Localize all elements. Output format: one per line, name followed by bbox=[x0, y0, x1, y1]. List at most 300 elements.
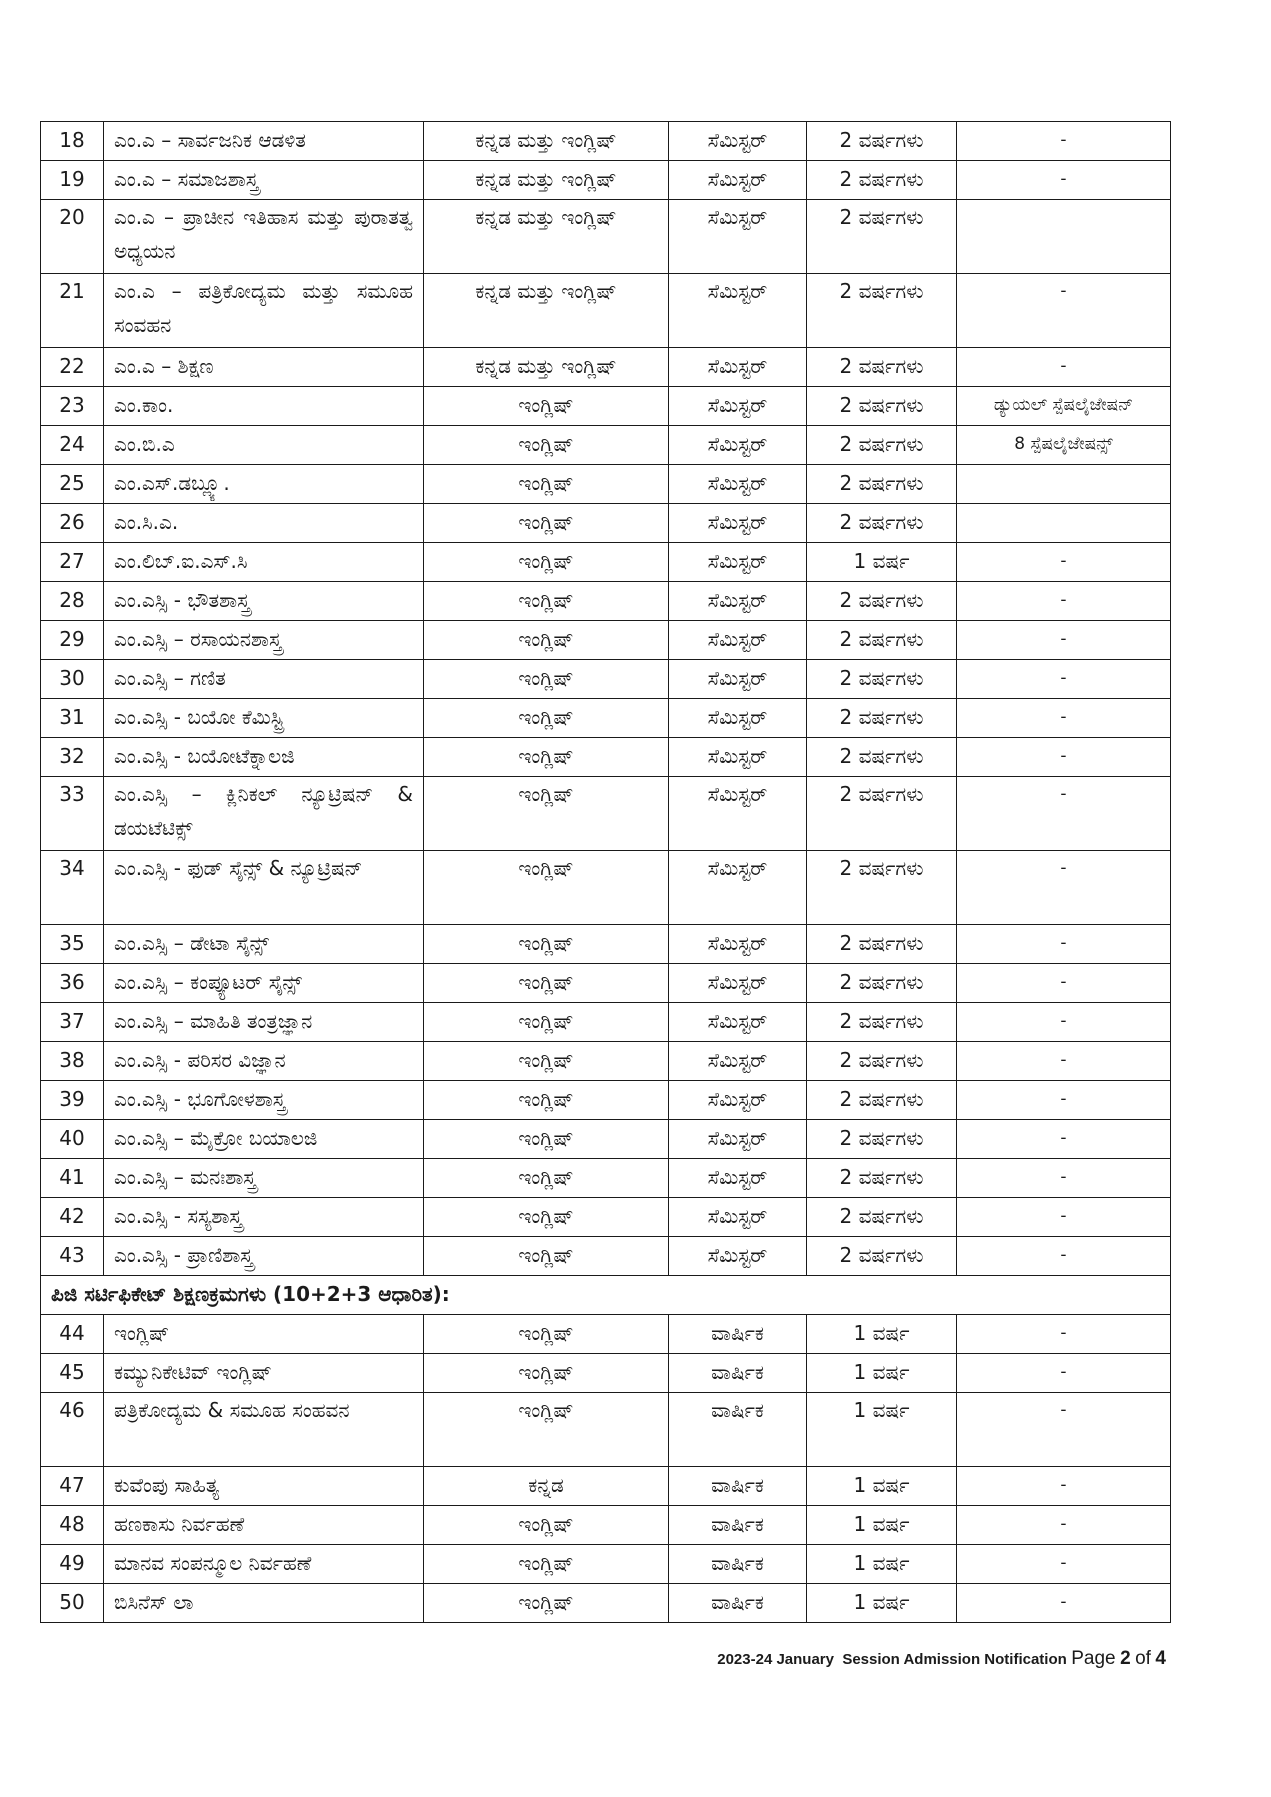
row-number bbox=[41, 161, 104, 200]
row-number-text: 43 bbox=[59, 1243, 85, 1267]
mode-cell-text: ಸೆಮಿಸ್ಟರ್ bbox=[707, 782, 768, 806]
row-number-text: 20 bbox=[59, 205, 85, 229]
program-name-text: ಎಂ.ಎಸ್ಸಿ – ಮಾಹಿತಿ ತಂತ್ರಜ್ಞಾನ bbox=[114, 1009, 313, 1033]
remarks-cell-text: - bbox=[1060, 1323, 1067, 1343]
duration-cell-text: 2 ವರ್ಷಗಳು bbox=[839, 856, 924, 880]
duration-cell-text: 2 ವರ್ಷಗಳು bbox=[839, 205, 924, 229]
mode-cell-text: ಸೆಮಿಸ್ಟರ್ bbox=[707, 666, 768, 690]
duration-cell bbox=[807, 925, 957, 964]
medium-cell bbox=[424, 738, 669, 777]
row-number-text: 36 bbox=[59, 970, 85, 994]
program-name bbox=[104, 621, 424, 660]
remarks-cell-text: - bbox=[1060, 1514, 1067, 1534]
duration-cell bbox=[807, 1393, 957, 1467]
programs-table-body bbox=[41, 122, 1171, 1623]
program-name bbox=[104, 200, 424, 274]
remarks-cell-text: - bbox=[1060, 1592, 1067, 1612]
program-name-text: ಎಂ.ಎಸ್ಸಿ - ಪರಿಸರ ವಿಜ್ಞಾನ bbox=[114, 1048, 286, 1072]
mode-cell-text: ಸೆಮಿಸ್ಟರ್ bbox=[707, 970, 768, 994]
mode-cell-text: ಸೆಮಿಸ್ಟರ್ bbox=[707, 1204, 768, 1228]
row-number bbox=[41, 504, 104, 543]
remarks-cell bbox=[957, 699, 1171, 738]
mode-cell bbox=[669, 1120, 807, 1159]
row-number-text: 35 bbox=[59, 931, 85, 955]
medium-cell bbox=[424, 1003, 669, 1042]
program-name bbox=[104, 161, 424, 200]
program-name-text: ಎಂ.ಎಸ್ಸಿ – ಡೇಟಾ ಸೈನ್ಸ್ bbox=[114, 931, 269, 955]
mode-cell-text: ಸೆಮಿಸ್ಟರ್ bbox=[707, 705, 768, 729]
row-number bbox=[41, 1198, 104, 1237]
remarks-cell-text: - bbox=[1060, 858, 1067, 878]
medium-cell bbox=[424, 1506, 669, 1545]
remarks-cell bbox=[957, 1506, 1171, 1545]
program-name-text: ಎಂ.ಎಸ್ಸಿ – ಮೈಕ್ರೋ ಬಯಾಲಜಿ bbox=[114, 1126, 318, 1150]
program-name bbox=[104, 777, 424, 851]
remarks-cell bbox=[957, 161, 1171, 200]
row-number-text: 33 bbox=[59, 782, 85, 806]
remarks-cell bbox=[957, 200, 1171, 274]
programs-table bbox=[40, 121, 1171, 1623]
duration-cell bbox=[807, 582, 957, 621]
mode-cell bbox=[669, 964, 807, 1003]
remarks-cell-text bbox=[957, 504, 1170, 540]
program-name-text: ಮಾನವ ಸಂಪನ್ಮೂಲ ನಿರ್ವಹಣೆ bbox=[114, 1551, 312, 1575]
program-name-text: ಎಂ.ಎ – ಸಮಾಜಶಾಸ್ತ್ರ bbox=[114, 167, 259, 191]
program-name-text: ಎಂ.ಎಸ್ಸಿ – ಗಣಿತ bbox=[114, 666, 226, 690]
program-name-text: ಎಂ.ಎಸ್.ಡಬ್ಲ್ಯೂ. bbox=[114, 471, 230, 495]
row-number-text: 19 bbox=[59, 167, 85, 191]
program-name bbox=[104, 1315, 424, 1354]
mode-cell-text: ವಾರ್ಷಿಕ bbox=[711, 1590, 764, 1614]
medium-cell bbox=[424, 200, 669, 274]
duration-cell bbox=[807, 122, 957, 161]
program-name bbox=[104, 543, 424, 582]
medium-cell-text: ಇಂಗ್ಲಿಷ್ bbox=[518, 549, 574, 573]
duration-cell-text: 2 ವರ್ಷಗಳು bbox=[839, 1087, 924, 1111]
row-number-text: 48 bbox=[59, 1512, 85, 1536]
remarks-cell bbox=[957, 426, 1171, 465]
duration-cell-text: 1 ವರ್ಷ bbox=[853, 549, 910, 573]
row-number bbox=[41, 964, 104, 1003]
medium-cell bbox=[424, 274, 669, 348]
remarks-cell bbox=[957, 274, 1171, 348]
mode-cell bbox=[669, 1506, 807, 1545]
medium-cell bbox=[424, 699, 669, 738]
page-total: 4 bbox=[1155, 1648, 1166, 1669]
duration-cell bbox=[807, 1545, 957, 1584]
medium-cell-text: ಇಂಗ್ಲಿಷ್ bbox=[518, 1048, 574, 1072]
duration-cell bbox=[807, 200, 957, 274]
section-heading-text: ಪಿಜಿ ಸರ್ಟಿಫಿಕೇಟ್ ಶಿಕ್ಷಣಕ್ರಮಗಳು (10+2+3 ಆಧಾರಿತ): bbox=[51, 1282, 450, 1306]
program-name bbox=[104, 660, 424, 699]
medium-cell-text: ಕನ್ನಡ ಮತ್ತು ಇಂಗ್ಲಿಷ್ bbox=[475, 354, 617, 378]
mode-cell-text: ಸೆಮಿಸ್ಟರ್ bbox=[707, 354, 768, 378]
remarks-cell bbox=[957, 1159, 1171, 1198]
mode-cell-text: ಸೆಮಿಸ್ಟರ್ bbox=[707, 1243, 768, 1267]
duration-cell bbox=[807, 621, 957, 660]
duration-cell bbox=[807, 1120, 957, 1159]
program-name bbox=[104, 426, 424, 465]
duration-cell-text: 2 ವರ್ಷಗಳು bbox=[839, 782, 924, 806]
program-name-text: ಎಂ.ಎಸ್ಸಿ - ಭೂಗೋಳಶಾಸ್ತ್ರ bbox=[114, 1087, 286, 1111]
mode-cell-text: ವಾರ್ಷಿಕ bbox=[711, 1473, 764, 1497]
duration-cell bbox=[807, 1467, 957, 1506]
remarks-cell-text: - bbox=[1060, 629, 1067, 649]
program-name bbox=[104, 122, 424, 161]
program-name bbox=[104, 851, 424, 925]
program-name bbox=[104, 1003, 424, 1042]
medium-cell bbox=[424, 348, 669, 387]
medium-cell bbox=[424, 543, 669, 582]
table-row bbox=[41, 426, 1171, 465]
program-name-text: ಇಂಗ್ಲಿಷ್ bbox=[114, 1321, 170, 1345]
table-row bbox=[41, 1467, 1171, 1506]
mode-cell-text: ಸೆಮಿಸ್ಟರ್ bbox=[707, 471, 768, 495]
mode-cell bbox=[669, 851, 807, 925]
duration-cell bbox=[807, 465, 957, 504]
medium-cell-text: ಇಂಗ್ಲಿಷ್ bbox=[518, 1551, 574, 1575]
medium-cell bbox=[424, 426, 669, 465]
program-name bbox=[104, 582, 424, 621]
medium-cell bbox=[424, 582, 669, 621]
mode-cell bbox=[669, 465, 807, 504]
program-name-text: ಎಂ.ಸಿ.ಎ. bbox=[114, 510, 179, 534]
row-number bbox=[41, 1393, 104, 1467]
mode-cell bbox=[669, 1003, 807, 1042]
row-number bbox=[41, 1042, 104, 1081]
medium-cell bbox=[424, 1081, 669, 1120]
table-row bbox=[41, 621, 1171, 660]
row-number bbox=[41, 1506, 104, 1545]
remarks-cell-text: 8 ಸ್ಪೆಷಲೈಜೇಷನ್ಸ್ bbox=[1014, 434, 1113, 454]
footer-session-text: 2023-24 January Session Admission Notification bbox=[717, 1651, 1067, 1668]
program-name bbox=[104, 1081, 424, 1120]
row-number bbox=[41, 621, 104, 660]
medium-cell-text: ಇಂಗ್ಲಿಷ್ bbox=[518, 1590, 574, 1614]
mode-cell bbox=[669, 660, 807, 699]
duration-cell-text: 2 ವರ್ಷಗಳು bbox=[839, 744, 924, 768]
duration-cell-text: 2 ವರ್ಷಗಳು bbox=[839, 432, 924, 456]
duration-cell-text: 2 ವರ್ಷಗಳು bbox=[839, 1048, 924, 1072]
remarks-cell bbox=[957, 925, 1171, 964]
medium-cell-text: ಇಂಗ್ಲಿಷ್ bbox=[518, 1204, 574, 1228]
duration-cell bbox=[807, 1315, 957, 1354]
mode-cell bbox=[669, 1315, 807, 1354]
medium-cell-text: ಇಂಗ್ಲಿಷ್ bbox=[518, 471, 574, 495]
mode-cell bbox=[669, 1042, 807, 1081]
mode-cell-text: ಸೆಮಿಸ್ಟರ್ bbox=[707, 1165, 768, 1189]
medium-cell bbox=[424, 964, 669, 1003]
remarks-cell-text: - bbox=[1060, 169, 1067, 189]
remarks-cell bbox=[957, 660, 1171, 699]
program-name-text: ಎಂ.ಎಸ್ಸಿ - ಫುಡ್ ಸೈನ್ಸ್ & ನ್ಯೂಟ್ರಿಷನ್ bbox=[114, 856, 363, 880]
remarks-cell bbox=[957, 851, 1171, 925]
duration-cell bbox=[807, 738, 957, 777]
program-name-text: ಎಂ.ಎಸ್ಸಿ - ಸಸ್ಯಶಾಸ್ತ್ರ bbox=[114, 1204, 243, 1228]
row-number bbox=[41, 1120, 104, 1159]
duration-cell-text: 2 ವರ್ಷಗಳು bbox=[839, 471, 924, 495]
remarks-cell bbox=[957, 1467, 1171, 1506]
mode-cell bbox=[669, 925, 807, 964]
row-number bbox=[41, 1003, 104, 1042]
program-name-text: ಎಂ.ಎ – ಪತ್ರಿಕೋದ್ಯಮ ಮತ್ತು ಸಮೂಹ ಸಂವಹನ bbox=[114, 279, 413, 337]
program-name-text: ಪತ್ರಿಕೋದ್ಯಮ & ಸಮೂಹ ಸಂಹವನ bbox=[114, 1398, 350, 1422]
duration-cell bbox=[807, 1198, 957, 1237]
duration-cell bbox=[807, 1506, 957, 1545]
table-row bbox=[41, 1042, 1171, 1081]
program-name bbox=[104, 387, 424, 426]
mode-cell bbox=[669, 1393, 807, 1467]
row-number bbox=[41, 1354, 104, 1393]
remarks-cell bbox=[957, 582, 1171, 621]
row-number bbox=[41, 200, 104, 274]
table-row bbox=[41, 1003, 1171, 1042]
duration-cell bbox=[807, 851, 957, 925]
duration-cell bbox=[807, 777, 957, 851]
remarks-cell bbox=[957, 1042, 1171, 1081]
medium-cell bbox=[424, 504, 669, 543]
medium-cell bbox=[424, 1237, 669, 1276]
remarks-cell-text: - bbox=[1060, 1050, 1067, 1070]
medium-cell-text: ಇಂಗ್ಲಿಷ್ bbox=[518, 1321, 574, 1345]
program-name bbox=[104, 348, 424, 387]
row-number-text: 30 bbox=[59, 666, 85, 690]
mode-cell-text: ಸೆಮಿಸ್ಟರ್ bbox=[707, 205, 768, 229]
table-row bbox=[41, 504, 1171, 543]
medium-cell bbox=[424, 1354, 669, 1393]
table-row bbox=[41, 1159, 1171, 1198]
remarks-cell bbox=[957, 738, 1171, 777]
mode-cell-text: ಸೆಮಿಸ್ಟರ್ bbox=[707, 128, 768, 152]
program-name-text: ಎಂ.ಎಸ್ಸಿ - ಬಯೋ ಕೆಮಿಸ್ಟ್ರಿ bbox=[114, 705, 284, 729]
remarks-cell bbox=[957, 465, 1171, 504]
remarks-cell-text: - bbox=[1060, 784, 1067, 804]
mode-cell-text: ಸೆಮಿಸ್ಟರ್ bbox=[707, 1009, 768, 1033]
program-name-text: ಎಂ.ಎಸ್ಸಿ – ಕ್ಲಿನಿಕಲ್ ನ್ಯೂಟ್ರಿಷನ್ & ಡಯಟೆಟಿಕ್ಸ್ bbox=[114, 782, 413, 840]
table-row bbox=[41, 851, 1171, 925]
mode-cell bbox=[669, 1354, 807, 1393]
mode-cell bbox=[669, 348, 807, 387]
section-heading bbox=[41, 1276, 1171, 1315]
table-row bbox=[41, 738, 1171, 777]
program-name-text: ಎಂ.ಎ – ಸಾರ್ವಜನಿಕ ಆಡಳಿತ bbox=[114, 128, 306, 152]
remarks-cell-text: - bbox=[1060, 281, 1067, 301]
duration-cell bbox=[807, 274, 957, 348]
table-row bbox=[41, 925, 1171, 964]
program-name-text: ಹಣಕಾಸು ನಿರ್ವಹಣೆ bbox=[114, 1512, 245, 1536]
duration-cell bbox=[807, 348, 957, 387]
remarks-cell bbox=[957, 348, 1171, 387]
program-name bbox=[104, 1393, 424, 1467]
row-number bbox=[41, 543, 104, 582]
duration-cell-text: 1 ವರ್ಷ bbox=[853, 1512, 910, 1536]
medium-cell-text: ಇಂಗ್ಲಿಷ್ bbox=[518, 393, 574, 417]
row-number bbox=[41, 387, 104, 426]
row-number bbox=[41, 1545, 104, 1584]
row-number bbox=[41, 1081, 104, 1120]
remarks-cell bbox=[957, 1198, 1171, 1237]
remarks-cell-text: - bbox=[1060, 1128, 1067, 1148]
remarks-cell-text: - bbox=[1060, 1362, 1067, 1382]
medium-cell-text: ಇಂಗ್ಲಿಷ್ bbox=[518, 1360, 574, 1384]
medium-cell-text: ಇಂಗ್ಲಿಷ್ bbox=[518, 1009, 574, 1033]
row-number-text: 47 bbox=[59, 1473, 85, 1497]
duration-cell-text: 2 ವರ್ಷಗಳು bbox=[839, 128, 924, 152]
remarks-cell-text: - bbox=[1060, 356, 1067, 376]
duration-cell-text: 1 ವರ್ಷ bbox=[853, 1398, 910, 1422]
row-number bbox=[41, 465, 104, 504]
table-row bbox=[41, 348, 1171, 387]
table-row bbox=[41, 274, 1171, 348]
medium-cell bbox=[424, 1198, 669, 1237]
program-name-text: ಬಿಸಿನೆಸ್ ಲಾ bbox=[114, 1590, 194, 1614]
mode-cell-text: ವಾರ್ಷಿಕ bbox=[711, 1321, 764, 1345]
medium-cell-text: ಇಂಗ್ಲಿಷ್ bbox=[518, 1087, 574, 1111]
medium-cell-text: ಇಂಗ್ಲಿಷ್ bbox=[518, 744, 574, 768]
row-number-text: 42 bbox=[59, 1204, 85, 1228]
remarks-cell bbox=[957, 543, 1171, 582]
row-number-text: 29 bbox=[59, 627, 85, 651]
duration-cell-text: 2 ವರ್ಷಗಳು bbox=[839, 1204, 924, 1228]
table-row bbox=[41, 465, 1171, 504]
table-row bbox=[41, 1198, 1171, 1237]
program-name bbox=[104, 738, 424, 777]
mode-cell-text: ಸೆಮಿಸ್ಟರ್ bbox=[707, 279, 768, 303]
medium-cell-text: ಇಂಗ್ಲಿಷ್ bbox=[518, 705, 574, 729]
table-row bbox=[41, 777, 1171, 851]
row-number bbox=[41, 122, 104, 161]
table-row bbox=[41, 1354, 1171, 1393]
table-row bbox=[41, 122, 1171, 161]
duration-cell-text: 1 ವರ್ಷ bbox=[853, 1321, 910, 1345]
remarks-cell-text: - bbox=[1060, 668, 1067, 688]
mode-cell bbox=[669, 699, 807, 738]
medium-cell-text: ಕನ್ನಡ ಮತ್ತು ಇಂಗ್ಲಿಷ್ bbox=[475, 279, 617, 303]
row-number bbox=[41, 660, 104, 699]
table-row bbox=[41, 699, 1171, 738]
duration-cell-text: 2 ವರ್ಷಗಳು bbox=[839, 1126, 924, 1150]
medium-cell bbox=[424, 621, 669, 660]
medium-cell bbox=[424, 851, 669, 925]
medium-cell bbox=[424, 660, 669, 699]
mode-cell bbox=[669, 1081, 807, 1120]
row-number-text: 37 bbox=[59, 1009, 85, 1033]
row-number bbox=[41, 738, 104, 777]
program-name bbox=[104, 1042, 424, 1081]
row-number bbox=[41, 582, 104, 621]
remarks-cell-text: - bbox=[1060, 1475, 1067, 1495]
program-name-text: ಎಂ.ಲಿಬ್.ಐ.ಎಸ್.ಸಿ bbox=[114, 549, 248, 573]
duration-cell-text: 2 ವರ್ಷಗಳು bbox=[839, 627, 924, 651]
medium-cell-text: ಇಂಗ್ಲಿಷ್ bbox=[518, 931, 574, 955]
duration-cell bbox=[807, 387, 957, 426]
table-row bbox=[41, 1393, 1171, 1467]
remarks-cell-text: - bbox=[1060, 1089, 1067, 1109]
duration-cell bbox=[807, 426, 957, 465]
medium-cell-text: ಇಂಗ್ಲಿಷ್ bbox=[518, 1512, 574, 1536]
program-name-text: ಎಂ.ಎಸ್ಸಿ – ಮನಃಶಾಸ್ತ್ರ bbox=[114, 1165, 257, 1189]
remarks-cell-text: ಡ್ಯುಯಲ್ ಸ್ಪೆಷಲೈಜೇಷನ್ bbox=[993, 395, 1134, 415]
remarks-cell-text: - bbox=[1060, 746, 1067, 766]
table-row bbox=[41, 543, 1171, 582]
medium-cell bbox=[424, 122, 669, 161]
row-number-text: 27 bbox=[59, 549, 85, 573]
remarks-cell-text: - bbox=[1060, 1245, 1067, 1265]
mode-cell bbox=[669, 122, 807, 161]
program-name bbox=[104, 925, 424, 964]
row-number-text: 24 bbox=[59, 432, 85, 456]
remarks-cell-text: - bbox=[1060, 130, 1067, 150]
row-number-text: 39 bbox=[59, 1087, 85, 1111]
mode-cell bbox=[669, 274, 807, 348]
remarks-cell-text: - bbox=[1060, 1167, 1067, 1187]
medium-cell bbox=[424, 161, 669, 200]
mode-cell bbox=[669, 738, 807, 777]
mode-cell bbox=[669, 161, 807, 200]
remarks-cell bbox=[957, 387, 1171, 426]
duration-cell-text: 2 ವರ್ಷಗಳು bbox=[839, 279, 924, 303]
duration-cell-text: 2 ವರ್ಷಗಳು bbox=[839, 588, 924, 612]
program-name bbox=[104, 1545, 424, 1584]
mode-cell-text: ವಾರ್ಷಿಕ bbox=[711, 1360, 764, 1384]
medium-cell-text: ಇಂಗ್ಲಿಷ್ bbox=[518, 588, 574, 612]
medium-cell-text: ಇಂಗ್ಲಿಷ್ bbox=[518, 1165, 574, 1189]
duration-cell-text: 2 ವರ್ಷಗಳು bbox=[839, 1165, 924, 1189]
remarks-cell-text: - bbox=[1060, 707, 1067, 727]
program-name-text: ಎಂ.ಕಾಂ. bbox=[114, 393, 174, 417]
mode-cell-text: ವಾರ್ಷಿಕ bbox=[711, 1512, 764, 1536]
medium-cell bbox=[424, 1393, 669, 1467]
duration-cell bbox=[807, 161, 957, 200]
medium-cell-text: ಇಂಗ್ಲಿಷ್ bbox=[518, 627, 574, 651]
duration-cell-text: 2 ವರ್ಷಗಳು bbox=[839, 354, 924, 378]
medium-cell-text: ಕನ್ನಡ ಮತ್ತು ಇಂಗ್ಲಿಷ್ bbox=[475, 128, 617, 152]
mode-cell bbox=[669, 426, 807, 465]
program-name bbox=[104, 504, 424, 543]
duration-cell-text: 2 ವರ್ಷಗಳು bbox=[839, 510, 924, 534]
remarks-cell-text bbox=[957, 465, 1170, 501]
mode-cell bbox=[669, 1159, 807, 1198]
remarks-cell bbox=[957, 1545, 1171, 1584]
duration-cell bbox=[807, 1042, 957, 1081]
program-name-text: ಎಂ.ಎ – ಪ್ರಾಚೀನ ಇತಿಹಾಸ ಮತ್ತು ಪುರಾತತ್ವ ಅಧ್ಯಯನ bbox=[114, 205, 413, 263]
duration-cell-text: 2 ವರ್ಷಗಳು bbox=[839, 666, 924, 690]
mode-cell bbox=[669, 504, 807, 543]
row-number-text: 18 bbox=[59, 128, 85, 152]
row-number-text: 31 bbox=[59, 705, 85, 729]
duration-cell-text: 2 ವರ್ಷಗಳು bbox=[839, 1243, 924, 1267]
mode-cell-text: ಸೆಮಿಸ್ಟರ್ bbox=[707, 167, 768, 191]
duration-cell bbox=[807, 1237, 957, 1276]
program-name-text: ಎಂ.ಎಸ್ಸಿ - ಭೌತಶಾಸ್ತ್ರ bbox=[114, 588, 251, 612]
remarks-cell bbox=[957, 777, 1171, 851]
medium-cell bbox=[424, 387, 669, 426]
remarks-cell-text: - bbox=[1060, 933, 1067, 953]
row-number-text: 44 bbox=[59, 1321, 85, 1345]
medium-cell-text: ಇಂಗ್ಲಿಷ್ bbox=[518, 970, 574, 994]
duration-cell-text: 1 ವರ್ಷ bbox=[853, 1551, 910, 1575]
remarks-cell bbox=[957, 1081, 1171, 1120]
row-number bbox=[41, 274, 104, 348]
program-name-text: ಎಂ.ಎಸ್ಸಿ - ಬಯೋಟೆಕ್ನಾಲಜಿ bbox=[114, 744, 295, 768]
mode-cell-text: ಸೆಮಿಸ್ಟರ್ bbox=[707, 432, 768, 456]
duration-cell bbox=[807, 1003, 957, 1042]
mode-cell-text: ಸೆಮಿಸ್ಟರ್ bbox=[707, 1087, 768, 1111]
section-heading-row bbox=[41, 1276, 1171, 1315]
medium-cell bbox=[424, 465, 669, 504]
duration-cell-text: 2 ವರ್ಷಗಳು bbox=[839, 1009, 924, 1033]
remarks-cell-text: - bbox=[1060, 590, 1067, 610]
